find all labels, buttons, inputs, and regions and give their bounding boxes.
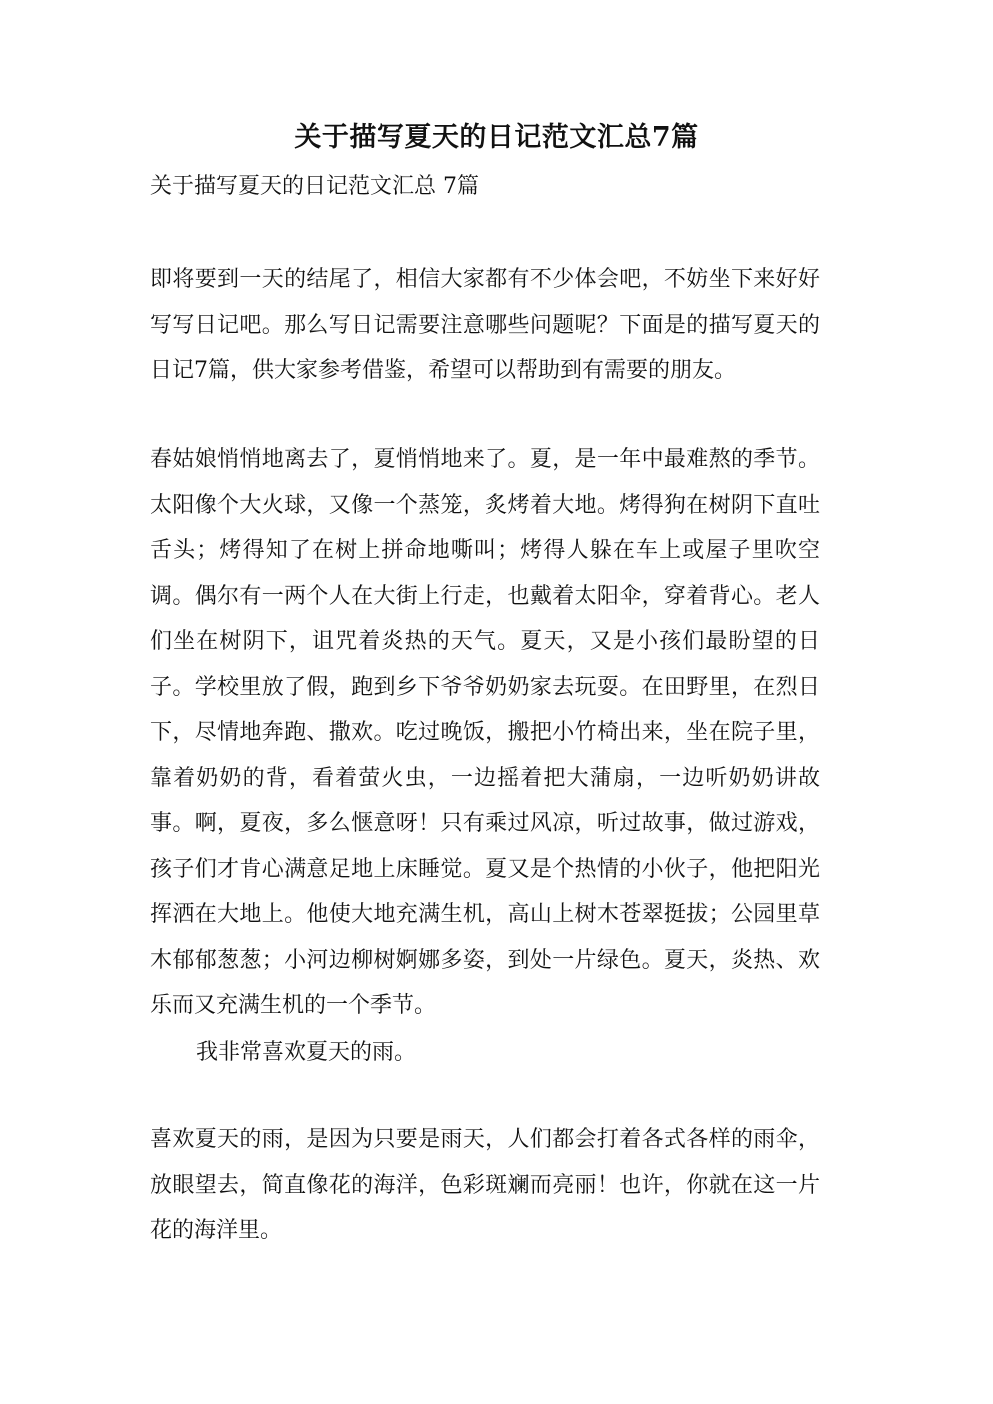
rain-intro-paragraph: 我非常喜欢夏天的雨。 [196,1040,417,1065]
intro-paragraph: 即将要到一天的结尾了，相信大家都有不少体会吧，不妨坐下来好好写写日记吧。那么写日记需要注意哪些问题呢？下面是的描写夏天的日记7篇，供大家参考借鉴，希望可以帮助到有需要的朋友。 [150,267,820,383]
document-title: 关于描写夏天的日记范文汇总7篇 [294,122,699,153]
rain-paragraph: 喜欢夏天的雨，是因为只要是雨天，人们都会打着各式各样的雨伞，放眼望去，简直像花的海洋，色彩斑斓而亮丽！也许，你就在这一片花的海洋里。 [150,1127,820,1243]
summer-description-paragraph: 春姑娘悄悄地离去了，夏悄悄地来了。夏，是一年中最难熬的季节。太阳像个大火球，又像一个蒸笼，炙烤着大地。烤得狗在树阴下直吐舌头；烤得知了在树上拼命地嘶叫；烤得人躲在车上或屋子里吹空调。偶尔有一两个人在大街上行走，也戴着太阳伞，穿着背心。老人们坐在树阴下，诅咒着炎热的天气。夏天，又是小孩们最盼望的日子。学校里放了假，跑到乡下爷爷奶奶家去玩耍。在田野里，在烈日下，尽情地奔跑、撒欢。吃过晚饭，搬把小竹椅出来，坐在院子里，靠着奶奶的背，看着萤火虫，一边摇着把大蒲扇，一边听奶奶讲故事。啊，夏夜，多么惬意呀！只有乘过风凉，听过故事，做过游戏，孩子们才肯心满意足地上床睡觉。夏又是个热情的小伙子，他把阳光挥洒在大地上。他使大地充满生机，高山上树木苍翠挺拔；公园里草木郁郁葱葱；小河边柳树婀娜多姿，到处一片绿色。夏天，炎热、欢乐而又充满生机的一个季节。 [150,447,820,1018]
document-subtitle: 关于描写夏天的日记范文汇总 7篇 [150,174,479,199]
